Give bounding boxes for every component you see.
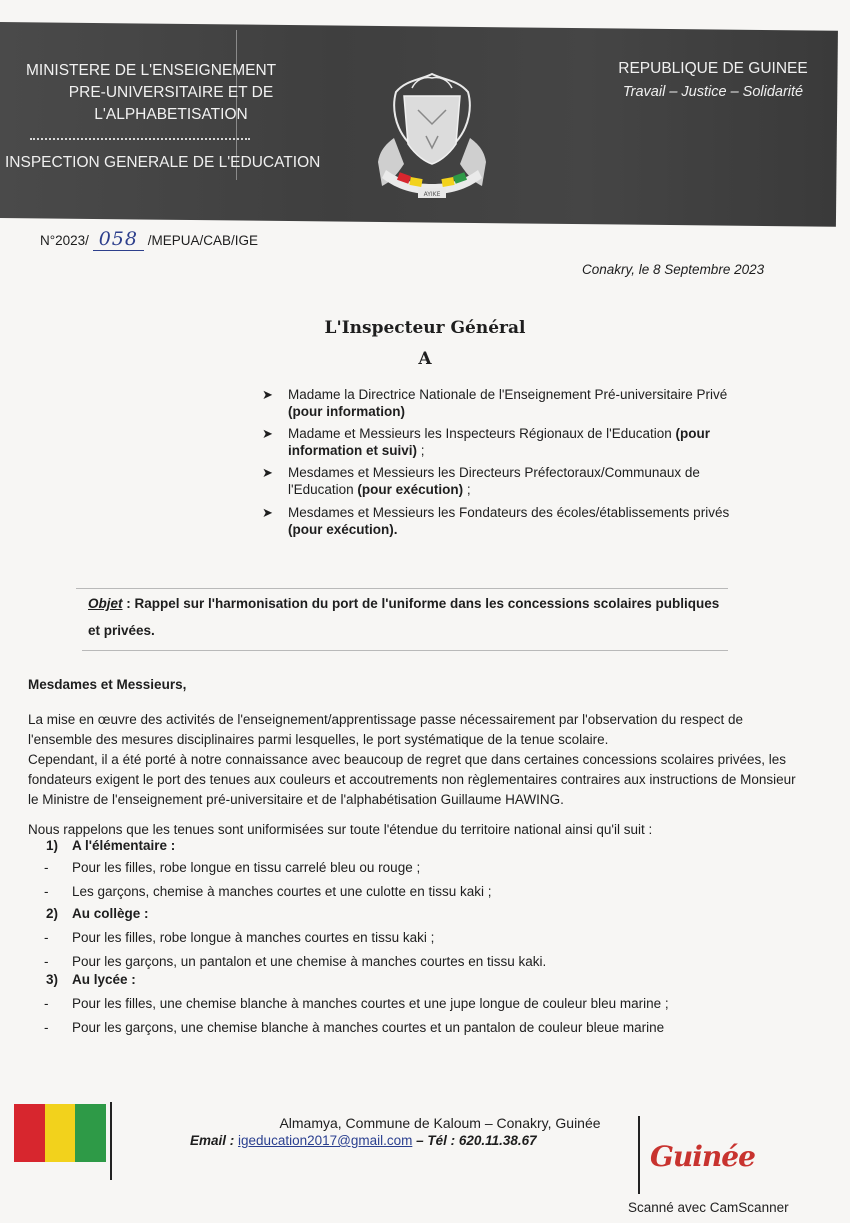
level-title: Au collège :	[72, 906, 149, 921]
reference-prefix: N°2023/	[40, 233, 89, 248]
inspection-title: INSPECTION GENERALE DE L'EDUCATION	[5, 154, 321, 171]
recipient-item	[262, 504, 752, 538]
level-number: 1)	[46, 838, 59, 853]
list-item: - Les garçons, chemise à manches courtes et une culotte en tissu kaki ;	[44, 884, 492, 899]
recipient-note: (pour exécution).	[288, 522, 398, 537]
ministry-line-2: PRE-UNIVERSITAIRE ET DE	[68, 84, 274, 101]
level-number: 3)	[46, 972, 59, 987]
email-link[interactable]: igeducation2017@gmail.com	[238, 1133, 413, 1148]
objet-block	[88, 590, 728, 644]
paragraph-1: La mise en œuvre des activités de l'enseignement/apprentissage passe nécessairement par l'observation du respect de l'ensemble des mesures disciplinaires parmi lesquelles, le port systématique de la tenue scolaire.	[28, 712, 744, 747]
ministry-line-1: MINISTERE DE L'ENSEIGNEMENT	[26, 62, 277, 79]
objet-top-rule	[76, 588, 728, 589]
flag-green-band	[75, 1104, 106, 1162]
letter-date: Conakry, le 8 Septembre 2023	[582, 262, 765, 277]
list-item-text: Pour les filles, une chemise blanche à manches courtes et une jupe longue de couleur bleu marine ;	[72, 996, 669, 1011]
flag-yellow-band	[45, 1104, 76, 1162]
email-label: Email :	[190, 1133, 235, 1148]
recipient-item	[262, 386, 752, 420]
recipient-tail: ;	[417, 443, 425, 458]
recipient-tail: ;	[463, 482, 471, 497]
objet-label: Objet	[88, 596, 123, 611]
level-title: A l'élémentaire :	[72, 838, 176, 853]
arrow-bullet-icon: ➤	[262, 505, 273, 520]
addressee-marker: A	[418, 349, 432, 369]
guinea-flag-icon	[14, 1104, 106, 1162]
recipient-note: (pour information)	[288, 404, 405, 419]
reference-number	[40, 228, 258, 250]
list-item: - Pour les filles, robe longue à manches courtes en tissu kaki ;	[44, 930, 435, 945]
recipient-item	[262, 464, 752, 498]
sender-title: L'Inspecteur Général	[324, 318, 526, 338]
body-paragraph	[28, 820, 808, 840]
recipient-text: Madame la Directrice Nationale de l'Enseignement Pré-universitaire Privé	[288, 387, 728, 402]
paragraph-2: Cependant, il a été porté à notre connaissance avec beaucoup de regret que dans certaines concessions scolaires privées, les fondateurs exigent le port des tenues aux couleurs et accoutrements non règlementaires contraires aux instructions de Monsieur le Ministre de l'enseignement pré-universitaire et de l'alphabétisation Guillaume HAWING.	[28, 752, 796, 807]
list-item: - Pour les garçons, un pantalon et une chemise à manches courtes en tissu kaki.	[44, 954, 547, 969]
footer-phone: – Tél : 620.11.38.67	[412, 1133, 537, 1148]
greeting: Mesdames et Messieurs,	[28, 677, 187, 692]
republic-block	[598, 60, 828, 100]
camscanner-watermark: Scanné avec CamScanner	[628, 1200, 789, 1215]
body-paragraph	[28, 750, 808, 810]
arrow-bullet-icon: ➤	[262, 465, 273, 480]
list-item-text: Pour les garçons, une chemise blanche à manches courtes et un pantalon de couleur bleue marine	[72, 1020, 665, 1035]
footer-contact	[190, 1133, 537, 1148]
recipient-text: Madame et Messieurs les Inspecteurs Régionaux de l'Education	[288, 426, 672, 441]
objet-text: : Rappel sur l'harmonisation du port de l'uniforme dans les concessions scolaires publiques et privées.	[88, 596, 720, 638]
level-heading	[46, 838, 175, 853]
reference-handwritten-number: 058	[93, 228, 144, 251]
list-item-text: Pour les filles, robe longue à manches courtes en tissu kaki ;	[72, 930, 435, 945]
arrow-bullet-icon: ➤	[262, 426, 273, 441]
footer-right-rule	[638, 1116, 640, 1194]
republic-name: REPUBLIQUE DE GUINEE	[618, 60, 808, 77]
list-item: - Pour les filles, robe longue en tissu carrelé bleu ou rouge ;	[44, 860, 421, 875]
ministry-line-3: L'ALPHABETISATION	[94, 106, 248, 123]
republic-motto: Travail – Justice – Solidarité	[622, 84, 804, 100]
list-item-text: Pour les filles, robe longue en tissu carrelé bleu ou rouge ;	[72, 860, 421, 875]
list-item: - Pour les garçons, une chemise blanche à manches courtes et un pantalon de couleur bleue marine	[44, 1020, 665, 1035]
level-title: Au lycée :	[72, 972, 136, 987]
recipient-text: Mesdames et Messieurs les Fondateurs des écoles/établissements privés	[288, 505, 730, 520]
recipient-item	[262, 425, 752, 459]
list-item-text: Les garçons, chemise à manches courtes et une culotte en tissu kaki ;	[72, 884, 492, 899]
paragraph-3: Nous rappelons que les tenues sont uniformisées sur toute l'étendue du territoire national ainsi qu'il suit :	[28, 822, 653, 837]
emblem-label: AYIKE	[423, 191, 441, 198]
recipient-note: (pour information et suivi)	[288, 426, 711, 458]
arrow-bullet-icon: ➤	[262, 387, 273, 402]
reference-suffix: /MEPUA/CAB/IGE	[147, 233, 259, 248]
list-item: - Pour les filles, une chemise blanche à manches courtes et une jupe longue de couleur bleu marine ;	[44, 996, 669, 1011]
guinee-logo: Guinée	[650, 1140, 755, 1173]
dotted-separator	[30, 138, 250, 140]
level-number: 2)	[46, 906, 59, 921]
level-heading	[46, 906, 149, 921]
footer-left-rule	[110, 1102, 112, 1180]
footer-address: Almamya, Commune de Kaloum – Conakry, Guinée	[279, 1115, 601, 1131]
level-heading	[46, 972, 136, 987]
recipient-text: Mesdames et Messieurs les Directeurs Préfectoraux/Communaux de l'Education	[288, 465, 700, 497]
objet-bottom-rule	[82, 650, 728, 651]
coat-of-arms-icon	[368, 66, 496, 208]
flag-red-band	[14, 1104, 45, 1162]
body-paragraph	[28, 710, 808, 750]
recipient-note: (pour exécution)	[357, 482, 464, 497]
list-item-text: Pour les garçons, un pantalon et une chemise à manches courtes en tissu kaki.	[72, 954, 547, 969]
ministry-block	[16, 60, 326, 126]
